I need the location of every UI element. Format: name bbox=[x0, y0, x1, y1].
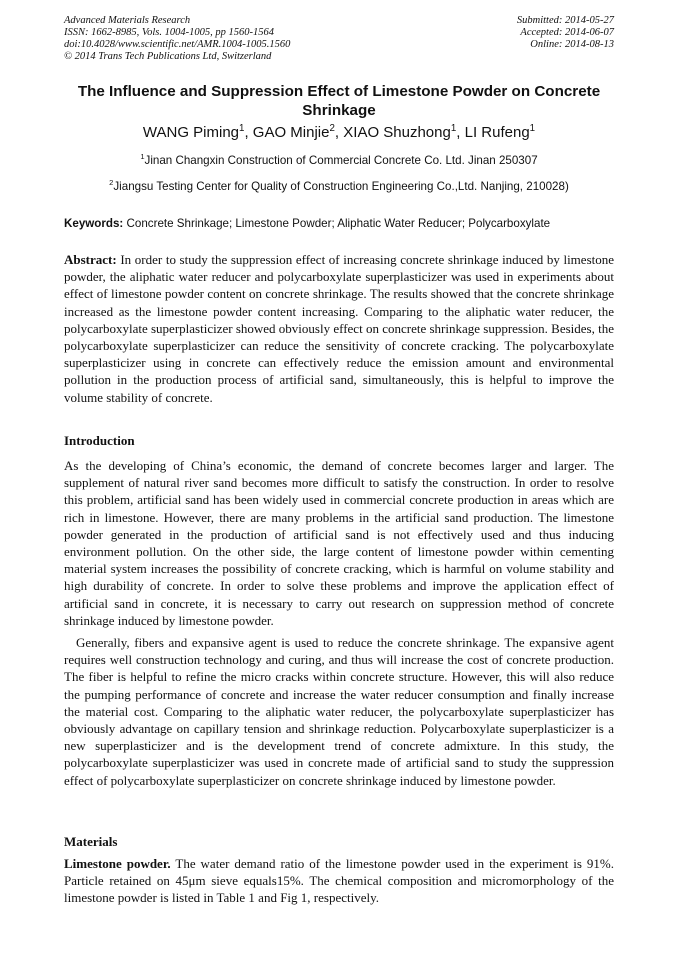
abstract-label: Abstract: bbox=[64, 252, 117, 267]
author-name: WANG Piming bbox=[142, 124, 240, 141]
introduction-heading: Introduction bbox=[64, 433, 135, 448]
affiliation-sup: 1 bbox=[140, 152, 145, 162]
materials-text: The water demand ratio of the limestone powder used in the experiment is 91%. Particle retained on 45μm sieve equals15%. The chemical composition and micromorphology of the limestone powder is listed in Table 1 and Fig 1, respectively. bbox=[64, 856, 615, 906]
materials-heading: Materials bbox=[64, 834, 118, 849]
accepted-date: Accepted: 2014-06-07 bbox=[520, 27, 614, 38]
journal-name: Advanced Materials Research bbox=[64, 15, 191, 26]
introduction-paragraph-2: Generally, fibers and expansive agent is used to reduce the concrete shrinkage. The expansive agent requires well construction technology and curing, and thus will increase the cost of concrete production. The fiber is helpful to refine the micro cracks within concrete structure. However, this will also reduce the pumping performance of concrete and increase the water reducer consumption and finally increase the material cost. Comparing to the aliphatic water reducer, the polycarboxylate superplasticizer has obviously advantage on capillary tension and shrinkage reduction. Polycarboxylate superplasticizer is a new superplasticizer and is the development trend of concrete admixture. In this study, the polycarboxylate superplasticizer was used in concrete made of artificial sand to study the suppression effect of polycarboxylate superplasticizer on concrete shrinkage induced by limestone powder. bbox=[64, 635, 614, 788]
author-name: GAO Minjie bbox=[252, 124, 330, 141]
introduction-paragraph-1: As the developing of China’s economic, the demand of concrete becomes larger and larger. The supplement of natural river sand becomes more difficult to satisfy the construction. In order to resolve this problem, artificial sand has been widely used in commercial concrete production in areas which are rich in limestone. However, there are many problems in the artificial sand production. The limestone powder generated in the production of artificial sand is not effectively used and thus inducing environment pollution. On the other side, the large content of limestone powder within cementing material system increases the possibility of concrete cracking, which is harmful on volume stability and high durability of concrete. In order to solve these problems and improve the application effect of artificial sand in concrete, it is necessary to carry out research on suppression method of concrete shrinkage induced by limestone powder. bbox=[64, 458, 614, 628]
journal-issn: ISSN: 1662-8985, Vols. 1004-1005, pp 1560-1564 bbox=[64, 27, 274, 38]
author-separator: , bbox=[334, 124, 344, 141]
materials-paragraph bbox=[64, 855, 614, 907]
author-affil-sup: 1 bbox=[450, 123, 457, 134]
online-date: Online: 2014-08-13 bbox=[530, 39, 614, 50]
affiliation-2 bbox=[64, 180, 614, 193]
affiliation-1 bbox=[64, 154, 614, 167]
journal-doi: doi:10.4028/www.scientific.net/AMR.1004-1005.1560 bbox=[64, 39, 291, 50]
author-affil-sup: 2 bbox=[329, 123, 335, 134]
keywords bbox=[64, 217, 616, 230]
author-separator: , bbox=[244, 124, 253, 141]
materials-subheading: Limestone powder. bbox=[64, 856, 171, 871]
abstract-text: In order to study the suppression effect of increasing concrete shrinkage induced by limestone powder, the aliphatic water reducer and polycarboxylate superplasticizer was used in experiments about effect of limestone powder content on concrete shrinkage. The results showed that the concrete shrinkage increased as the limestone powder content increasing. Comparing to the aliphatic water reducer, the polycarboxylate superplasticizer showed obviously effect on concrete shrinkage suppression. Besides, the polycarboxylate superplasticizer can reduce the sensitivity of concrete cracking. The polycarboxylate superplasticizer using in concrete can effectively reduce the emission amount and environmental pollution in the production process of artificial sand, simultaneously, this is helpful to improve the volume stability of concrete. bbox=[64, 252, 615, 405]
keywords-label: Keywords: bbox=[64, 217, 124, 230]
journal-header-right bbox=[517, 15, 614, 51]
author-name: XIAO Shuzhong bbox=[343, 124, 451, 141]
author-separator: , bbox=[456, 124, 465, 141]
author-list bbox=[64, 124, 614, 141]
keywords-text: Concrete Shrinkage; Limestone Powder; Aliphatic Water Reducer; Polycarboxylate bbox=[126, 217, 551, 230]
affiliation-text: Jinan Changxin Construction of Commercial Concrete Co. Ltd. Jinan 250307 bbox=[144, 154, 538, 167]
author-affil-sup: 1 bbox=[239, 123, 245, 134]
author-name: LI Rufeng bbox=[464, 124, 530, 141]
abstract bbox=[64, 251, 614, 406]
affiliation-sup: 2 bbox=[109, 178, 114, 188]
affiliation-text: Jiangsu Testing Center for Quality of Construction Engineering Co.,Ltd. Nanjing, 210028) bbox=[113, 180, 569, 193]
journal-header-left bbox=[64, 15, 290, 63]
paper-title: The Influence and Suppression Effect of Limestone Powder on Concrete Shrinkage bbox=[77, 83, 601, 119]
journal-copyright: © 2014 Trans Tech Publications Ltd, Switzerland bbox=[64, 51, 272, 62]
submitted-date: Submitted: 2014-05-27 bbox=[516, 15, 614, 26]
author-affil-sup: 1 bbox=[529, 123, 536, 134]
